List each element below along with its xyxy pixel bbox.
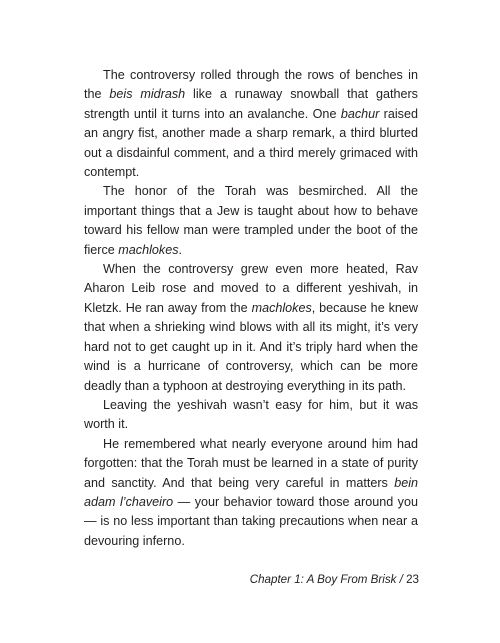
paragraph xyxy=(84,260,418,396)
running-footer xyxy=(250,573,419,586)
italic-term: machlokes xyxy=(251,300,312,315)
text-run: When the controversy grew even more heated, Rav Aharon Leib rose and moved to a different yeshivah, in Kletzk. He ran away from the xyxy=(84,262,418,315)
chapter-title: Chapter 1: A Boy From Brisk xyxy=(249,573,397,586)
text-run: like a runaway snowball that gathers strength until it turns into an avalanche. One xyxy=(84,87,418,121)
footer-separator: / xyxy=(396,573,407,586)
italic-term: machlokes xyxy=(118,242,179,257)
italic-term: bachur xyxy=(340,106,380,121)
text-run: . xyxy=(178,242,182,257)
text-run: — your behavior toward those around you — is no less important than taking precautions when near a devouring inferno. xyxy=(84,494,418,548)
text-run: The controversy rolled through the rows of benches in the xyxy=(84,68,418,102)
body-text xyxy=(84,66,418,551)
paragraph xyxy=(84,182,418,260)
page-number: 23 xyxy=(406,573,419,586)
text-run: raised an angry fist, another made a sharp remark, a third blurted out a disdainful comment, and a third merely grimaced with contempt. xyxy=(84,106,418,180)
italic-term: beis midrash xyxy=(109,87,186,102)
paragraph xyxy=(84,66,418,182)
italic-term: bein adam l’chaveiro xyxy=(84,475,418,509)
text-run: The honor of the Torah was besmirched. All the important things that a Jew is taught about how to behave toward his fellow man were trampled under the boot of the fierce xyxy=(84,184,418,257)
text-run: Leaving the yeshivah wasn’t easy for him, but it was worth it. xyxy=(84,397,418,432)
paragraph xyxy=(84,435,418,551)
paragraph xyxy=(84,396,418,435)
text-run: He remembered what nearly everyone around him had forgotten: that the Torah must be learned in a state of purity and sanctity. And that being very careful in matters xyxy=(84,436,418,490)
text-run: , because he knew that when a shrieking wind blows with all its might, it’s very hard not to get caught up in it. And it’s triply hard when the wind is a hurricane of controversy, which can be more deadly than a typhoon at destroying everything in its path. xyxy=(84,300,418,393)
